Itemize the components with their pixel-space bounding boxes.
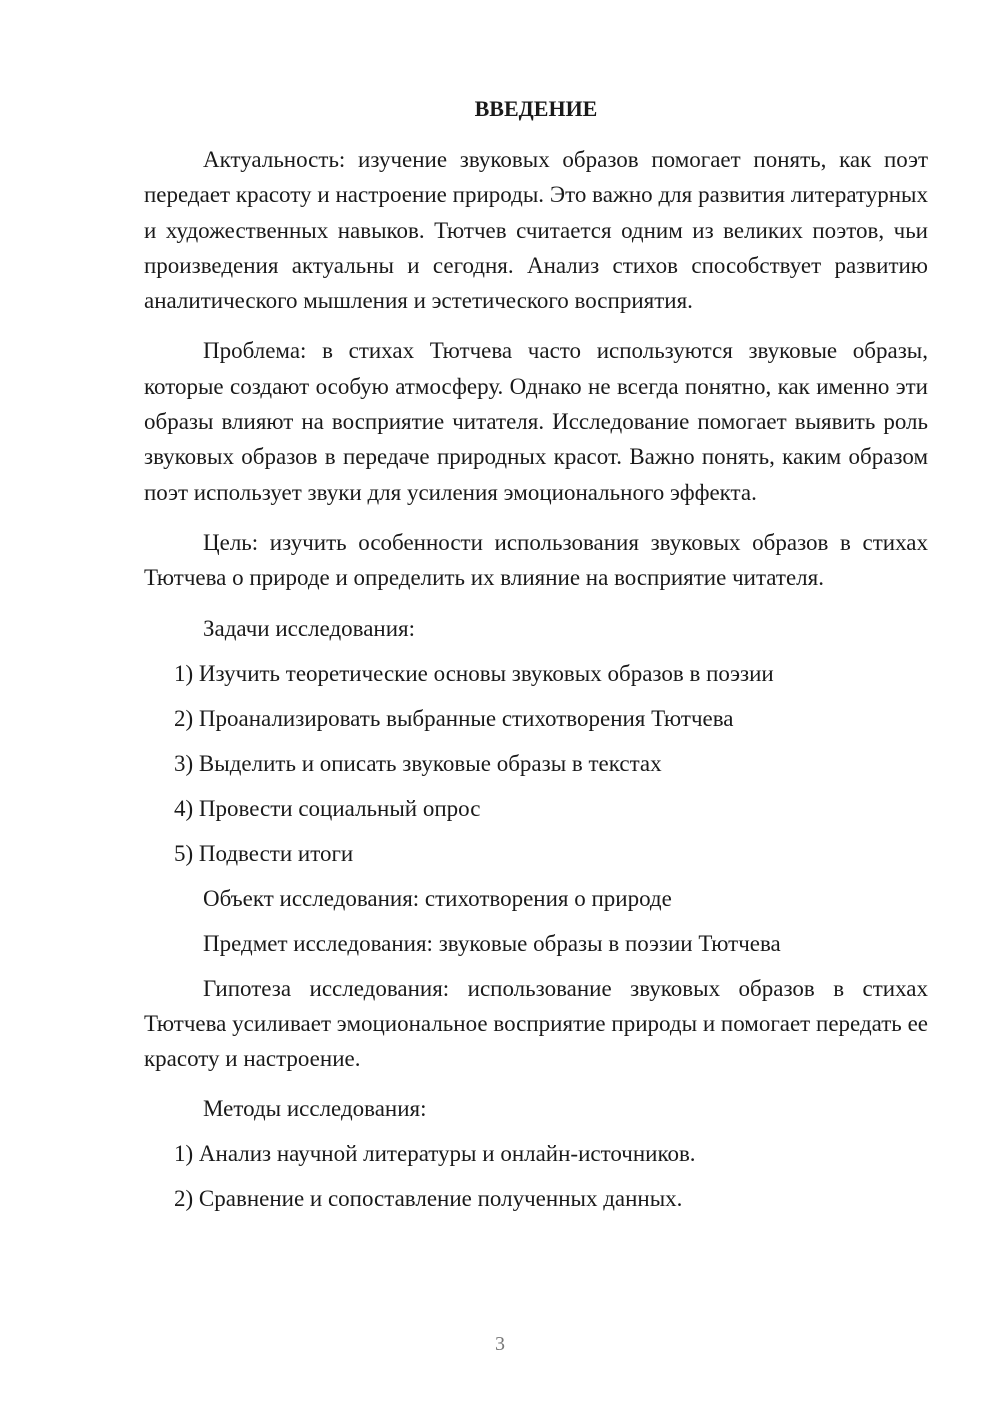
research-subject: Предмет исследования: звуковые образы в поэзии Тютчева [203,930,781,956]
page-number: 3 [495,1333,505,1355]
hypothesis-paragraph: Гипотеза исследования: использование звуковых образов в стихах Тютчева усиливает эмоциональное восприятие природы и помогает передать ее красоту и настроение. [144,975,928,1072]
page-title: ВВЕДЕНИЕ [474,96,598,121]
task-item-3: 3) Выделить и описать звуковые образы в текстах [174,750,662,776]
goal-paragraph: Цель: изучить особенности использования звуковых образов в стихах Тютчева о природе и определить их влияние на восприятие читателя. [144,529,928,591]
task-item-1: 1) Изучить теоретические основы звуковых образов в поэзии [174,660,774,686]
research-object: Объект исследования: стихотворения о природе [203,885,672,911]
relevance-paragraph: Актуальность: изучение звуковых образов помогает понять, как поэт передает красоту и настроение природы. Это важно для развития литературных и художественных навыков. Тютчев считается одним из великих поэтов, чьи произведения актуальны и сегодня. Анализ стихов способствует развитию аналитического мышления и эстетического восприятия. [144,147,928,314]
method-item-2: 2) Сравнение и сопоставление полученных данных. [174,1186,683,1212]
task-item-5: 5) Подвести итоги [174,840,354,866]
tasks-heading: Задачи исследования: [203,615,416,641]
method-item-1: 1) Анализ научной литературы и онлайн-источников. [174,1141,696,1167]
methods-heading: Методы исследования: [203,1096,427,1122]
problem-paragraph: Проблема: в стихах Тютчева часто используются звуковые образы, которые создают особую атмосферу. Однако не всегда понятно, как именно эти образы влияют на восприятие читателя. Исследование помогает выявить роль звуковых образов в передаче природных красот. Важно понять, каким образом поэт использует звуки для усиления эмоционального эффекта. [144,338,928,505]
task-item-2: 2) Проанализировать выбранные стихотворения Тютчева [174,705,734,731]
page-content [144,94,928,1226]
task-item-4: 4) Провести социальный опрос [174,795,481,821]
